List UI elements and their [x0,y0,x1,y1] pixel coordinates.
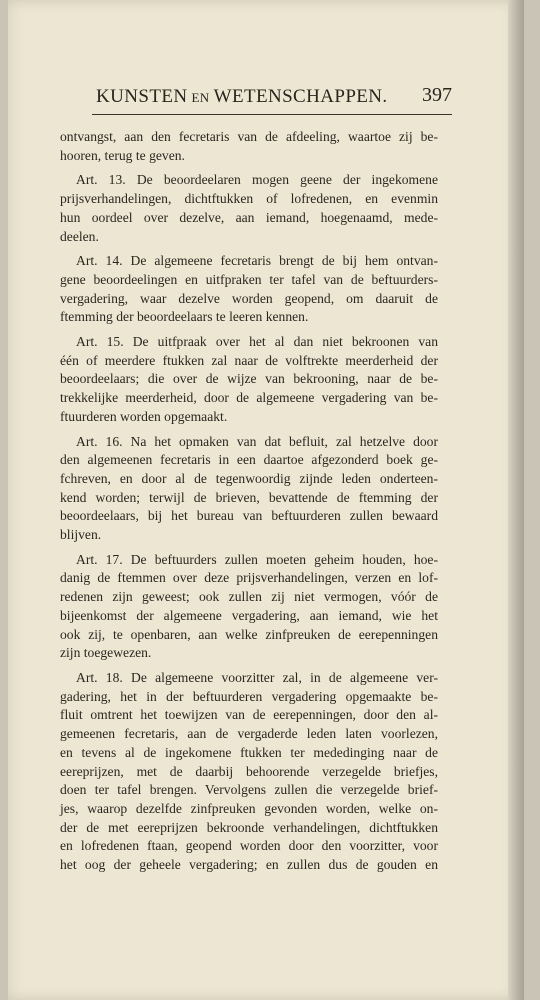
text-line: Art. 13. De beoordeelaren mogen geene der ingekomene [76,172,438,188]
text-line: Art. 14. De algemeene fecretaris brengt de bij hem ontvan- [76,253,438,269]
text-line: ook zij, te openbaren, aan welke zinfpreuken de eerepenningen [60,626,438,642]
text-line: ontvangst, aan den fecretaris van de afdeeling, waartoe zij be- [60,129,438,144]
text-line: het oog der geheele vergadering; en zullen dus de gouden en [60,857,438,873]
text-line: hooren, terug te geven. [60,147,185,163]
text-line: doen ter tafel brengen. Vervolgens zullen die verzegelde brief- [60,782,438,798]
text-line: deelen. [60,228,99,244]
paragraph-art-13 [60,171,438,246]
text-line: beoordeelaars; die over de wijze van bekrooning, naar de be- [60,371,438,387]
text-line: eereprijzen, met de daarbij behoorende verzegelde briefjes, [60,763,438,779]
text-line: jes, waarop dezelfde zinfpreuken gevonden worden, welke on- [60,800,438,816]
text-line: gadering, het in der beftuurderen vergadering opgemaakte be- [60,688,438,704]
text-line: Art. 16. Na het opmaken van dat befluit, zal hetzelve door [76,433,438,449]
text-line: ftemming der beoordeelaars te leeren kennen. [60,309,309,325]
text-line: één of meerdere ftukken zal naar de volftrekte meerderheid der [60,352,438,368]
text-line: gene beoordeelingen en uitfpraken ter tafel van de beftuurders- [60,271,438,287]
text-line: Art. 15. De uitfpraak over het al dan niet bekroonen van [76,334,438,350]
text-line: fluit omtrent het toewijzen van de eerepenningen, door den al- [60,707,438,723]
text-line: danig de ftemmen over deze prijsverhandelingen, verzen en lof- [60,570,438,586]
running-head-joiner: EN [191,90,210,105]
text-line: ftuurderen worden opgemaakt. [60,408,228,424]
body-text [60,128,438,879]
page-number: 397 [422,84,452,106]
text-line: bijeenkomst der algemeene vergadering, aan iemand, wie het [60,607,438,623]
text-line: vergadering, waar dezelve worden geopend, om daaruit de [60,290,438,306]
text-line: der de met eereprijzen bekroonde verhandelingen, dichtftukken [60,819,438,835]
text-line: fchreven, en door al de tegenwoordig zijnde leden onderteen- [60,470,438,486]
paragraph-art-18 [60,669,438,875]
paragraph-art-17 [60,551,438,663]
text-line: en lofredenen ftaan, geopend worden door den voorzitter, voor [60,838,438,854]
text-line: zijn toegewezen. [60,645,152,661]
paragraph-art-14 [60,252,438,327]
text-line: den algemeenen fecretaris in een daartoe afgezonderd boek ge- [60,452,438,468]
text-line: blijven. [60,527,102,543]
text-line: redenen zijn geweest; ook zullen zij niet vermogen, vóór de [60,589,438,605]
text-line: trekkelijke meerderheid, door de algemeene vergadering van be- [60,390,438,406]
running-head [96,86,388,108]
text-line: Art. 18. De algemeene voorzitter zal, in de algemeene ver- [76,669,438,685]
text-line: hun oordeel over dezelve, aan iemand, hoegenaamd, mede- [60,209,438,225]
paragraph-art-16 [60,433,438,545]
text-line: prijsverhandelingen, dichtftukken of lofredenen, en evenmin [60,191,438,207]
text-line: beoordeelaars, bij het bureau van beftuurderen zullen bewaard [60,508,438,524]
running-head-main: KUNSTEN [96,86,188,107]
page-edge-shadow [508,0,524,1000]
text-line: kend worden; terwijl de brieven, bevattende de ftemming der [60,489,438,505]
text-line: gemeenen fecretaris, aan de vergaderde leden laten voorlezen, [60,726,438,742]
running-head-rest: WETENSCHAPPEN. [213,86,388,107]
page-header [92,86,452,115]
paragraph-continuation [60,128,438,165]
paragraph-art-15 [60,333,438,427]
book-page [8,0,524,1000]
text-line: en tevens al de ingekomene ftukken ter mededinging naar de [60,744,438,760]
text-line: Art. 17. De beftuurders zullen moeten geheim houden, hoe- [76,551,438,567]
